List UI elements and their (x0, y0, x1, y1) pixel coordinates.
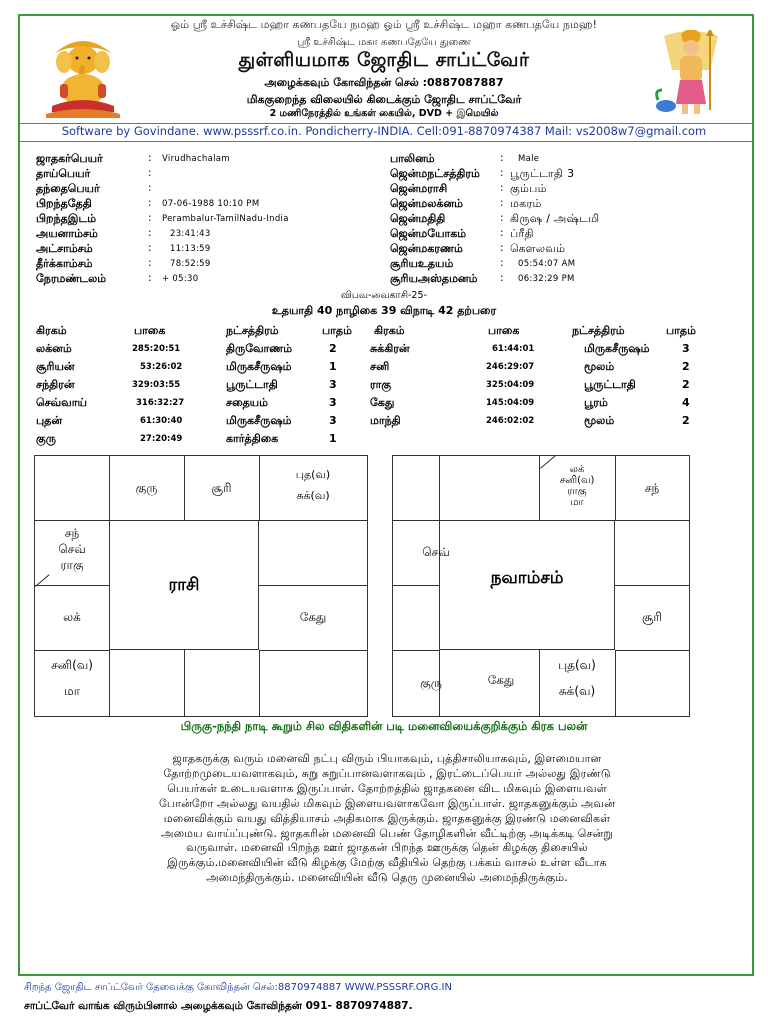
planet-star: மூலம் (584, 360, 615, 373)
rasi-house: குரு (135, 481, 158, 495)
planet-name: மாந்தி (370, 414, 401, 427)
planet-name: குரு (36, 432, 56, 445)
detail-label: அட்சாம்சம் (36, 242, 93, 255)
planet-star: கார்த்திகை (226, 432, 279, 445)
planet-pada: 1 (329, 360, 337, 373)
planet-name: ராகு (370, 378, 392, 391)
detail-label: தாய்பெயர் (36, 167, 91, 180)
detail-value: 23:41:43 (170, 229, 211, 239)
detail-value: Male (518, 154, 540, 164)
planet-degree: 27:20:49 (140, 434, 183, 444)
detail-label: ஜென்மயோகம் (390, 227, 467, 240)
navamsa-house: செவ் (422, 545, 450, 559)
detail-value: 78:52:59 (170, 259, 211, 269)
planet-name: சந்திரன் (36, 378, 75, 391)
planet-name: புதன் (36, 414, 63, 427)
house-planet: சுக்(வ) (296, 489, 330, 502)
planet-pada: 3 (329, 396, 337, 409)
navamsa-chart-title: நவாம்சம் (490, 568, 564, 588)
house-planet: சனி(வ) (559, 475, 595, 486)
rasi-house: லக் (63, 610, 81, 624)
planet-name: சுக்கிரன் (370, 342, 410, 355)
planet-star: மிருகசீருஷம் (226, 414, 292, 427)
detail-label: சூரியஉதயம் (390, 257, 454, 270)
planet-degree: 61:30:40 (140, 416, 183, 426)
planet-position-table (36, 324, 736, 446)
delivery-line: 2 மணிநேரத்தில் உங்கள் கையில், DVD + இமெயில் (269, 108, 499, 119)
house-planet: புத(வ) (295, 468, 331, 481)
house-planet: லக் (569, 464, 585, 475)
detail-label: அயனாம்சம் (36, 227, 98, 240)
software-credit-line: Software by Govindane. www.psssrf.co.in. Pondicherry-INDIA. Cell:091-8870974387 Mail: vs2008w7@gmail.com (61, 124, 707, 138)
detail-label: தந்தைபெயர் (36, 182, 100, 195)
house-planet: சந் (64, 526, 80, 540)
navamsa-chart (392, 455, 690, 717)
planet-degree: 53:26:02 (140, 362, 183, 372)
house-planet: சனி(வ) (51, 658, 93, 672)
col-header: கிரகம் (374, 324, 405, 337)
murugan-head (683, 40, 699, 56)
planet-name: கேது (370, 396, 395, 409)
planet-star: பூருட்டாதி (226, 378, 278, 391)
detail-label: ஜென்மராசி (390, 182, 448, 195)
tagline: மிககுறைந்த விலையில் கிடைக்கும் ஜோதிட சாப்ட்வேர் (246, 93, 522, 106)
prediction-line: அமைய வாய்ப்புண்டு. ஜாதகரின் மனைவி பெண் தோழிகளின் வீட்டிற்கு அடிக்கடி சென்று (161, 826, 613, 840)
planet-pada: 3 (329, 378, 337, 391)
planet-pada: 3 (329, 414, 337, 427)
planet-degree: 246:29:07 (486, 362, 535, 372)
murugan-image (650, 30, 732, 118)
detail-label: தீர்க்காம்சம் (36, 257, 93, 270)
birth-details-right: பாலினம் : Male ஜென்மநட்சத்திரம் : பூருட்டாதி 3 ஜென்மராசி : கும்பம் ஜென்மலக்னம் : மகரம் ஜென்மதிதி : கிருஷ / அஷ்டமி ஜென்மயோகம் : ப்ரீதி ஜென்மகரணம் : கௌலவம் சூரியஉதயம் : 05:54:07 AM சூரியஅஸ்தமனம் : 06:32:29 PM (390, 152, 600, 285)
birth-details-left: ஜாதகர்பெயர் : Virudhachalam தாய்பெயர் : தந்தைபெயர் : பிறந்ததேதி : 07-06-1988 10:10 PM பிறந்தஇடம் : Perambalur-TamilNadu-India அயனாம்சம் : 23:41:43 அட்சாம்சம் : 11:13:59 தீர்க்காம்சம் : 78:52:59 நேரமண்டலம் : + 05:30 (36, 152, 289, 285)
planet-star: பூரம் (584, 396, 608, 409)
col-header: கிரகம் (36, 324, 67, 337)
detail-value: Virudhachalam (162, 154, 230, 164)
navamsa-house (539, 650, 615, 716)
detail-label: பாலினம் (390, 152, 435, 165)
rasi-house (35, 650, 109, 716)
prediction-line: அமைந்திருக்கும். மனைவியின் வீடு தெரு முனையில் அமைந்திருக்கும். (206, 871, 568, 885)
detail-label: ஜென்மநட்சத்திரம் (390, 167, 480, 180)
udhayadi-line: உதயாதி 40 நாழிகை 39 விநாடி 42 தற்பரை (271, 304, 497, 317)
prediction-line: வருவாள். மனைவி பிறந்த ஊர் ஜாதகன் பிறந்த ஊருக்கு தென் கிழக்கு திசையில் (186, 841, 588, 855)
prediction-line: போன்றோ அல்லது வயதில் மிகவும் இளையவளாகவோ இருப்பாள். ஜாதகனுக்கும் அவன் (158, 796, 616, 810)
navamsa-house: கேது (487, 673, 515, 687)
detail-value: 06:32:29 PM (518, 274, 575, 284)
planet-degree: 285:20:51 (132, 344, 181, 354)
planet-pada: 4 (682, 396, 690, 409)
detail-label: பிறந்தஇடம் (36, 212, 97, 225)
col-header: பாதம் (322, 324, 352, 337)
navamsa-house (539, 456, 615, 520)
house-planet: புத(வ) (558, 658, 596, 672)
prediction-line: மனைவிக்கும் வயது வித்தியாசம் அதிகமாக இருக்கும். ஜாதகனுக்கு இரண்டு மனைவிகள் (163, 811, 611, 825)
planet-degree: 246:02:02 (486, 416, 535, 426)
detail-label: சூரியஅஸ்தமனம் (390, 272, 478, 285)
detail-label: ஜென்மலக்னம் (390, 197, 463, 210)
planet-pada: 2 (682, 414, 690, 427)
planet-star: திருவோணம் (226, 342, 293, 355)
planet-degree: 325:04:09 (486, 380, 535, 390)
planet-pada: 2 (329, 342, 337, 355)
rasi-house: சூரி (211, 481, 232, 495)
rasi-chart (34, 455, 368, 717)
planet-star: மிருகசீருஷம் (226, 360, 292, 373)
detail-value: மகரம் (510, 197, 542, 210)
detail-label: ஜென்மகரணம் (390, 242, 463, 255)
detail-value: பூருட்டாதி 3 (510, 167, 575, 180)
detail-value: 11:13:59 (170, 244, 211, 254)
detail-value: கும்பம் (510, 182, 547, 195)
footer-promo-line: சிறந்த ஜோதிட சாப்ட்வேர் தேவைக்கு கோவிந்தன் செல்:8870974887 WWW.PSSSRF.ORG.IN (24, 982, 452, 993)
prediction-paragraph (56, 752, 718, 886)
ganesha-image (42, 30, 124, 118)
col-header: பாகை (134, 324, 166, 337)
detail-value: ப்ரீதி (510, 227, 534, 240)
detail-label: ஜென்மதிதி (390, 212, 446, 225)
house-planet: செவ் (58, 542, 86, 556)
navamsa-house: சந் (644, 481, 660, 495)
prediction-line: தோற்றமுடையவளாகவும், சுறு சுறுப்பானவளாகவும் , இரட்டைப்பெயர் அல்லது இரண்டு (163, 766, 611, 780)
planet-degree: 61:44:01 (492, 344, 535, 354)
detail-value: 05:54:07 AM (518, 259, 576, 269)
page-title: துள்ளியமாக ஜோதிட சாப்ட்வேர் (238, 49, 530, 71)
house-planet: மா (570, 497, 584, 508)
navamsa-house: குரு (420, 676, 442, 690)
planet-star: மிருகசீருஷம் (584, 342, 650, 355)
rasi-house (259, 456, 367, 520)
rasi-house: கேது (299, 610, 327, 624)
planet-name: சூரியன் (36, 360, 75, 373)
col-header: பாகை (488, 324, 520, 337)
detail-value: கௌலவம் (510, 242, 566, 255)
planet-name: செவ்வாய் (36, 396, 87, 409)
planet-star: பூருட்டாதி (584, 378, 636, 391)
planet-star: சதையம் (226, 396, 268, 409)
house-planet: மா (64, 684, 80, 698)
detail-value: கிருஷ / அஷ்டமி (510, 212, 600, 225)
detail-value: + 05:30 (162, 274, 199, 284)
detail-label: நேரமண்டலம் (36, 272, 107, 285)
prediction-heading: பிருகு-நந்தி நாடி கூறும் சில விதிகளின் படி மனைவியைக்குறிக்கும் கிரக பலன் (180, 719, 588, 733)
col-header: பாதம் (666, 324, 696, 337)
header-divider-bottom (20, 141, 752, 142)
prediction-line: இருக்கும்.மனைவியின் வீடு கிழக்கு மேற்கு வீதியில் தெற்கு பக்கம் வாசல் உள்ள வீடாக (167, 856, 607, 870)
planet-pada: 2 (682, 378, 690, 391)
planet-star: மூலம் (584, 414, 615, 427)
detail-value: Perambalur-TamilNadu-India (162, 214, 289, 224)
mantra-subline: ஸ்ரீ உச்சிஷ்ட மகா கணபதேயே துணை (297, 37, 471, 48)
house-planet: சுக்(வ) (558, 684, 596, 698)
rasi-house (35, 520, 109, 585)
planet-pada: 2 (682, 360, 690, 373)
col-header: நட்சத்திரம் (572, 324, 625, 337)
planet-name: சனி (370, 360, 390, 373)
detail-label: ஜாதகர்பெயர் (36, 152, 103, 165)
footer-contact-line: சாப்ட்வேர் வாங்க விரும்பினால் அழைக்கவும் கோவிந்தன் 091- 8870974887. (24, 1000, 413, 1012)
house-planet: ராகு (567, 486, 587, 497)
rasi-chart-title: ராசி (168, 575, 200, 595)
prediction-line: ஜாதகருக்கு வரும் மனைவி நட்பு விரும் பியாகவும், புத்திசாலியாகவும், இளமையான (172, 752, 602, 765)
planet-degree: 329:03:55 (132, 380, 181, 390)
navamsa-house: சூரி (641, 610, 663, 624)
mantra-line: ஓம் ஸ்ரீ உச்சிஷ்ட மஹா கணபதயே நமஹ ஓம் ஸ்ரீ உச்சிஷ்ட மஹா கணபதயே நமஹ! (170, 18, 598, 31)
col-header: நட்சத்திரம் (226, 324, 279, 337)
house-planet: ராகு (60, 558, 84, 572)
prediction-line: பெயர்கள் உடையவளாக இருப்பாள். தோற்றத்தில் ஜாதகனை விட மிகவும் இளையவள் (167, 781, 607, 795)
tamil-date-line: விபவ-வைகாசி-25- (341, 290, 427, 301)
planet-degree: 316:32:27 (136, 398, 185, 408)
planet-name: லக்னம் (36, 342, 72, 355)
planet-pada: 1 (329, 432, 337, 445)
planet-pada: 3 (682, 342, 690, 355)
planet-degree: 145:04:09 (486, 398, 535, 408)
contact-line: அழைக்கவும் கோவிந்தன் செல் :0887087887 (264, 76, 504, 89)
detail-value: 07-06-1988 10:10 PM (162, 199, 260, 209)
detail-label: பிறந்ததேதி (36, 197, 92, 210)
